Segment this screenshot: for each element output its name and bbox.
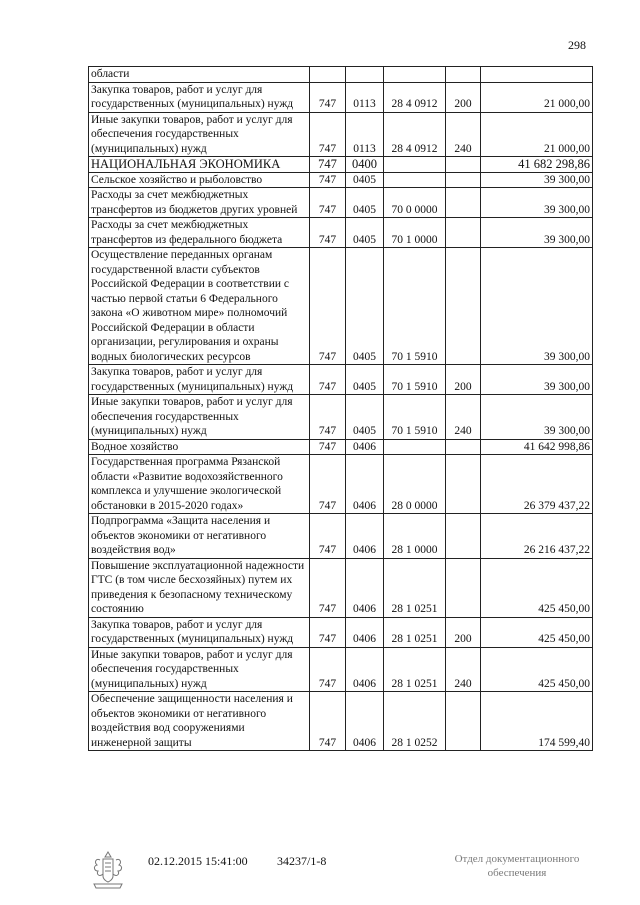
cell-article: 70 0 0000	[384, 188, 446, 218]
table-row	[89, 248, 593, 365]
footer-doc-number: 34237/1-8	[277, 854, 327, 868]
cell-amount: 39 300,00	[481, 248, 593, 365]
table-row	[89, 67, 593, 83]
cell-article	[384, 157, 446, 173]
cell-name: Закупка товаров, работ и услуг для государственных (муниципальных) нужд	[89, 617, 310, 647]
cell-name: области	[89, 67, 310, 83]
cell-section: 0113	[346, 82, 384, 112]
cell-name: Подпрограмма «Защита населения и объектов экономики от негативного воздействия вод»	[89, 514, 310, 559]
cell-code: 747	[310, 365, 346, 395]
cell-code: 747	[310, 617, 346, 647]
cell-kind	[446, 514, 481, 559]
cell-article	[384, 439, 446, 455]
table-row	[89, 617, 593, 647]
cell-code: 747	[310, 455, 346, 514]
cell-code: 747	[310, 514, 346, 559]
cell-name: Водное хозяйство	[89, 439, 310, 455]
cell-kind	[446, 558, 481, 617]
cell-name: Закупка товаров, работ и услуг для государственных (муниципальных) нужд	[89, 82, 310, 112]
cell-amount: 425 450,00	[481, 558, 593, 617]
cell-article	[384, 67, 446, 83]
cell-section: 0405	[346, 248, 384, 365]
cell-section: 0405	[346, 218, 384, 248]
cell-name: Обеспечение защищенности населения и объектов экономики от негативного воздействия вод сооружениями инженерной защиты	[89, 692, 310, 751]
cell-code: 747	[310, 439, 346, 455]
cell-section: 0405	[346, 395, 384, 440]
table-row	[89, 112, 593, 157]
cell-name: Государственная программа Рязанской области «Развитие водохозяйственного комплекса и улучшение экологической обстановки в 2015-2020 годах»	[89, 455, 310, 514]
cell-name: Иные закупки товаров, работ и услуг для обеспечения государственных (муниципальных) нужд	[89, 647, 310, 692]
cell-kind	[446, 248, 481, 365]
cell-kind	[446, 188, 481, 218]
cell-section: 0405	[346, 188, 384, 218]
cell-kind	[446, 157, 481, 173]
cell-section: 0405	[346, 365, 384, 395]
cell-kind: 200	[446, 617, 481, 647]
cell-section: 0405	[346, 172, 384, 188]
cell-name: Закупка товаров, работ и услуг для государственных (муниципальных) нужд	[89, 365, 310, 395]
cell-code: 747	[310, 395, 346, 440]
cell-article: 70 1 5910	[384, 395, 446, 440]
cell-article: 28 4 0912	[384, 82, 446, 112]
cell-code	[310, 67, 346, 83]
table-row	[89, 647, 593, 692]
cell-kind: 240	[446, 395, 481, 440]
cell-amount: 21 000,00	[481, 82, 593, 112]
page-number: 298	[568, 38, 586, 52]
cell-article: 28 1 0000	[384, 514, 446, 559]
cell-section: 0113	[346, 112, 384, 157]
cell-section: 0406	[346, 455, 384, 514]
cell-section	[346, 67, 384, 83]
cell-section: 0406	[346, 514, 384, 559]
cell-amount: 21 000,00	[481, 112, 593, 157]
cell-article: 70 1 5910	[384, 365, 446, 395]
cell-amount	[481, 67, 593, 83]
cell-amount: 39 300,00	[481, 395, 593, 440]
cell-section: 0406	[346, 647, 384, 692]
cell-kind	[446, 67, 481, 83]
table-row	[89, 82, 593, 112]
footer-datetime: 02.12.2015 15:41:00	[148, 854, 248, 868]
cell-code: 747	[310, 188, 346, 218]
table-row	[89, 172, 593, 188]
cell-amount: 39 300,00	[481, 188, 593, 218]
cell-section: 0406	[346, 617, 384, 647]
cell-code: 747	[310, 647, 346, 692]
footer-department	[442, 852, 592, 880]
cell-article: 28 1 0251	[384, 617, 446, 647]
cell-kind: 240	[446, 112, 481, 157]
table-row	[89, 455, 593, 514]
cell-article	[384, 172, 446, 188]
cell-name: Расходы за счет межбюджетных трансфертов из федерального бюджета	[89, 218, 310, 248]
cell-code: 747	[310, 692, 346, 751]
table-row	[89, 558, 593, 617]
cell-name: Расходы за счет межбюджетных трансфертов из бюджетов других уровней	[89, 188, 310, 218]
budget-table	[88, 66, 593, 751]
table-row	[89, 218, 593, 248]
cell-code: 747	[310, 218, 346, 248]
cell-code: 747	[310, 82, 346, 112]
page-footer	[0, 852, 640, 902]
cell-code: 747	[310, 157, 346, 173]
cell-article: 28 1 0252	[384, 692, 446, 751]
cell-amount: 425 450,00	[481, 647, 593, 692]
cell-kind: 200	[446, 82, 481, 112]
cell-kind	[446, 455, 481, 514]
cell-section: 0400	[346, 157, 384, 173]
cell-article: 28 4 0912	[384, 112, 446, 157]
cell-name: Осуществление переданных органам государственной власти субъектов Российской Федерации в соответствии с частью первой статьи 6 Федерального закона «О животном мире» полномочий Российской Федерации в области организации, регулирования и охраны водных биологических ресурсов	[89, 248, 310, 365]
cell-code: 747	[310, 558, 346, 617]
cell-amount: 39 300,00	[481, 365, 593, 395]
cell-name: Повышение эксплуатационной надежности ГТС (в том числе бесхозяйных) путем их приведения к безопасному техническому состоянию	[89, 558, 310, 617]
table-row	[89, 188, 593, 218]
table-row	[89, 365, 593, 395]
table-row	[89, 395, 593, 440]
cell-kind	[446, 439, 481, 455]
cell-code: 747	[310, 172, 346, 188]
cell-amount: 26 216 437,22	[481, 514, 593, 559]
footer-department-line1: Отдел документационного	[454, 853, 580, 865]
cell-code: 747	[310, 112, 346, 157]
table-row	[89, 157, 593, 173]
cell-name: Иные закупки товаров, работ и услуг для обеспечения государственных (муниципальных) нужд	[89, 395, 310, 440]
cell-name: Сельское хозяйство и рыболовство	[89, 172, 310, 188]
cell-amount: 39 300,00	[481, 218, 593, 248]
cell-amount: 26 379 437,22	[481, 455, 593, 514]
cell-amount: 41 682 298,86	[481, 157, 593, 173]
coat-of-arms-icon	[90, 850, 126, 890]
cell-article: 70 1 5910	[384, 248, 446, 365]
cell-kind	[446, 692, 481, 751]
cell-amount: 39 300,00	[481, 172, 593, 188]
cell-kind: 200	[446, 365, 481, 395]
cell-name: НАЦИОНАЛЬНАЯ ЭКОНОМИКА	[89, 157, 310, 173]
cell-article: 28 1 0251	[384, 558, 446, 617]
cell-amount: 425 450,00	[481, 617, 593, 647]
footer-department-line2: обеспечения	[487, 867, 547, 879]
cell-kind	[446, 172, 481, 188]
table-row	[89, 692, 593, 751]
cell-amount: 174 599,40	[481, 692, 593, 751]
cell-section: 0406	[346, 692, 384, 751]
cell-name: Иные закупки товаров, работ и услуг для обеспечения государственных (муниципальных) нужд	[89, 112, 310, 157]
cell-kind: 240	[446, 647, 481, 692]
cell-article: 28 1 0251	[384, 647, 446, 692]
cell-article: 70 1 0000	[384, 218, 446, 248]
cell-code: 747	[310, 248, 346, 365]
table-row	[89, 439, 593, 455]
cell-kind	[446, 218, 481, 248]
cell-section: 0406	[346, 558, 384, 617]
cell-section: 0406	[346, 439, 384, 455]
table-row	[89, 514, 593, 559]
cell-amount: 41 642 998,86	[481, 439, 593, 455]
cell-article: 28 0 0000	[384, 455, 446, 514]
